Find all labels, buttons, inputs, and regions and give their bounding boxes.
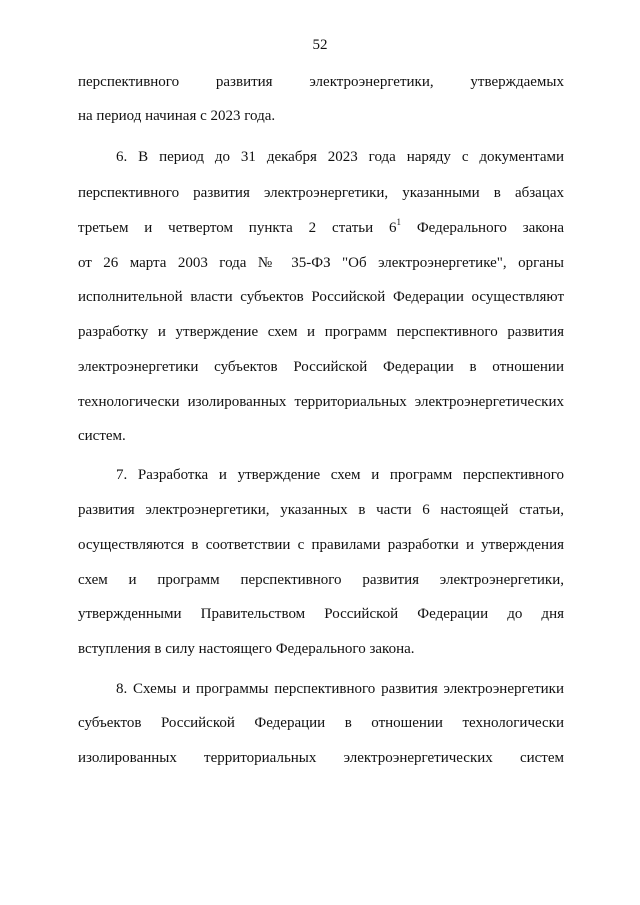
text-line — [78, 218, 564, 238]
text-line: осуществляются в соответствии с правилами разработки и утверждения — [78, 537, 564, 553]
text-line: вступления в силу настоящего Федерального закона. — [78, 641, 415, 657]
text-fragment: Федерального закона — [400, 220, 564, 236]
page-number: 52 — [312, 37, 328, 53]
text-line: систем. — [78, 428, 126, 444]
text-line: на период начиная с 2023 года. — [78, 108, 276, 124]
text-line: технологически изолированных территориальных электроэнергетических — [78, 394, 564, 410]
text-line: развития электроэнергетики, указанных в части 6 настоящей статьи, — [78, 502, 564, 518]
paragraph-6-first-line: 6. В период до 31 декабря 2023 года наряду с документами — [116, 149, 564, 165]
text-line: схем и программ перспективного развития электроэнергетики, — [78, 572, 564, 588]
text-line: электроэнергетики субъектов Российской Федерации в отношении — [78, 359, 564, 375]
paragraph-7-first-line: 7. Разработка и утверждение схем и программ перспективного — [116, 467, 564, 483]
text-line: исполнительной власти субъектов Российской Федерации осуществляют — [78, 289, 564, 305]
text-line: утвержденными Правительством Российской Федерации до дня — [78, 606, 564, 622]
text-line: перспективного развития электроэнергетики, указанными в абзацах — [78, 185, 564, 201]
paragraph-8-first-line: 8. Схемы и программы перспективного развития электроэнергетики — [116, 681, 564, 697]
text-line: разработку и утверждение схем и программ перспективного развития — [78, 324, 564, 340]
text-line: перспективного развития электроэнергетики, утверждаемых — [78, 74, 564, 90]
text-line: от 26 марта 2003 года № 35-ФЗ "Об электроэнергетике", органы — [78, 255, 564, 271]
text-line: субъектов Российской Федерации в отношении технологически — [78, 715, 564, 731]
text-fragment: третьем и четвертом пункта 2 статьи 6 — [78, 220, 397, 236]
text-line: изолированных территориальных электроэнергетических систем — [78, 750, 564, 766]
footnote-superscript: 1 — [396, 217, 401, 227]
